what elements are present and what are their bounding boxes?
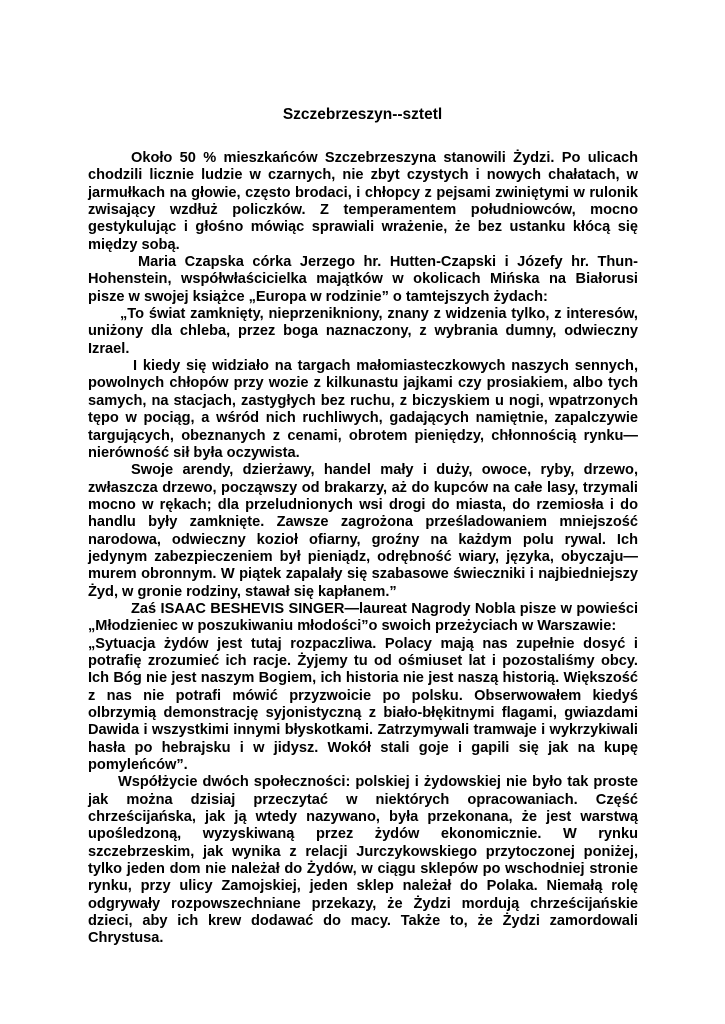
paragraph-czapska-quote-1: „To świat zamknięty, nieprzenikniony, znany z widzenia tylko, z interesów, uniżony dla chleba, przez boga naznaczony, z wybrania dumny, odwieczny Izrael.: [88, 306, 638, 357]
document-body: [88, 150, 638, 948]
paragraph-singer-quote: „Sytuacja żydów jest tutaj rozpaczliwa. Polacy mają nas zupełnie dosyć i potrafię zrozumieć ich racje. Żyjemy tu od ośmiuset lat i pozostaliśmy obcy. Ich Bóg nie jest naszym Bogiem, ich historia nie jest naszą historią. Większość z nas nie potrafi mówić przyzwoicie po polsku. Obserwowałem kiedyś olbrzymią demonstrację syjonistyczną z biało-błękitnymi flagami, gwiazdami Dawida i wszystkimi innymi błyskotkami. Zatrzymywali tramwaje i wykrzykiwali hasła po hebrajsku i w jidysz. Wokół stali goje i gapili się jak na kupę pomyleńców”.: [88, 635, 638, 774]
paragraph-czapska-intro: Maria Czapska córka Jerzego hr. Hutten-Czapski i Józefy hr. Thun-Hohenstein, współwłaścicielka majątków w okolicach Mińska na Białorusi pisze w swojej książce „Europa w rodzinie” o tamtejszych żydach:: [88, 254, 638, 305]
paragraph-czapska-quote-3: Swoje arendy, dzierżawy, handel mały i duży, owoce, ryby, drzewo, zwłaszcza drzewo, począwszy od brakarzy, aż do kupców na całe lasy, trzymali mocno w rękach; dla przeludnionych wsi drogi do miasta, do rzemiosła i do handlu były zamknięte. Zawsze zagrożona prześladowaniem mniejszość narodowa, odwieczny kozioł ofiarny, groźny na każdym polu rywal. Ich jedynym zabezpieczeniem był pieniądz, odrębność wiary, języka, obyczaju—murem obronnym. W piątek zapalały się szabasowe świeczniki i najbiedniejszy Żyd, w gronie rodziny, stawał się kapłanem.”: [88, 462, 638, 600]
page-title: Szczebrzeszyn--sztetl: [282, 106, 443, 123]
paragraph-population: Około 50 % mieszkańców Szczebrzeszyna stanowili Żydzi. Po ulicach chodzili licznie ludzie w czarnych, nie zbyt czystych i nowych chałatach, w jarmułkach na głowie, często brodaci, i chłopcy z pejsami zwiniętymi w rulonik zwisający wzdłuż policzków. Z temperamentem południowców, mocno gestykulując i głośno mówiąc sprawiali wrażenie, że bez ustanku kłócą się między sobą.: [88, 150, 638, 253]
paragraph-czapska-quote-2: I kiedy się widziało na targach małomiasteczkowych naszych sennych, powolnych chłopów przy wozie z kilkunastu jajkami czy prosiakiem, albo tych samych, na stacjach, zastygłych bez ruchu, z biczyskiem u nogi, wpatrzonych tępo w pociąg, a wśród nich ruchliwych, gadających namiętnie, zapalczywie targujących, obeznanych z cenami, obrotem pieniędzy, chłonnością rynku—nierówność sił była oczywista.: [88, 358, 638, 461]
paragraph-coexistence: Współżycie dwóch społeczności: polskiej i żydowskiej nie było tak proste jak można dzisiaj przeczytać w niektórych opracowaniach. Część chrześcijańska, jak ją wtedy nazywano, była przekonana, że jest warstwą upośledzoną, wyzyskiwaną przez żydów ekonomicznie. W rynku szczebrzeskim, jak wynika z relacji Jurczykowskiego przytoczonej poniżej, tylko jeden dom nie należał do Żydów, w ciągu sklepów po wschodniej stronie rynku, przy ulicy Zamojskiej, jeden sklep należał do Polaka. Niemałą rolę odgrywały rozpowszechniane przekazy, że Żydzi mordują chrześcijańskie dzieci, aby ich krew dodawać do macy. Także to, że Żydzi zamordowali Chrystusa.: [88, 774, 638, 947]
paragraph-singer-intro: Zaś ISAAC BESHEVIS SINGER—laureat Nagrody Nobla pisze w powieści „Młodzieniec w poszukiwaniu młodości”o swoich przeżyciach w Warszawie:: [88, 600, 638, 635]
